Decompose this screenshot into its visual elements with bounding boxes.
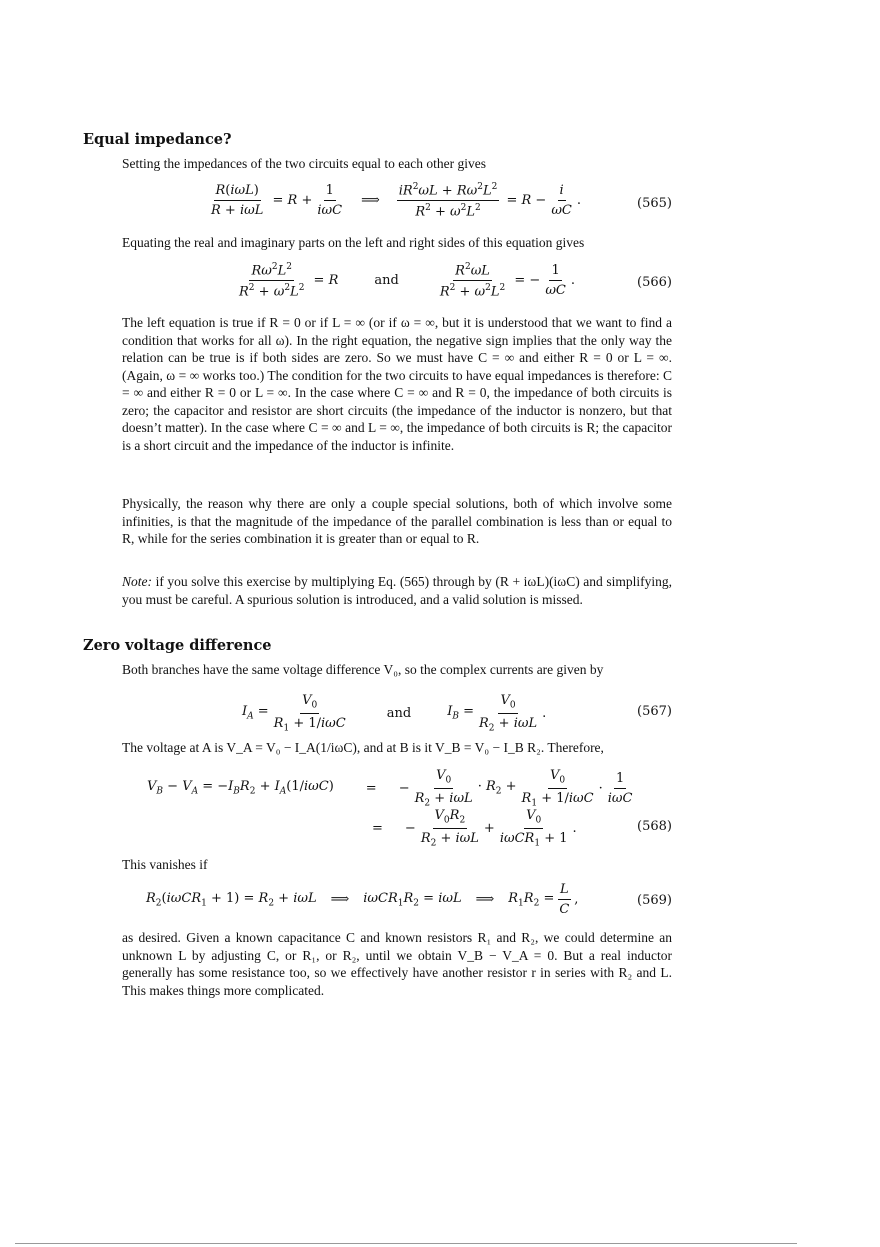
equation-number-565: (565) (637, 196, 672, 211)
equating-paragraph: Equating the real and imaginary parts on the left and right sides of this equation gives (122, 235, 585, 250)
and-word-566: and (374, 273, 399, 289)
equation-number-566: (566) (637, 275, 672, 290)
equation-567: $I_A$ = $\frac{V_0}{R_1 + 1/i\omega C}$ and $I_B$ = $\frac{V_0}{R_2 + i\omega L}$ . (567) (242, 693, 672, 734)
equation-568: $V_B - V_A = -I_BR_2 + I_A(1/i\omega C)$ = − $\frac{V_0}{R_2 + i\omega L}$ · $R_2$ + $\frac{V_0}{R_1 + 1/i\omega C}$ · $\frac{1}{\text{iωC}}$ = − $\frac{V_0R_2}{R_2 + i\omega L}$ + $\frac{V_0}{i\omega CR_1 + 1}$ . (568) (147, 768, 672, 849)
equation-number-568: (568) (637, 819, 672, 834)
note-paragraph (122, 573, 672, 608)
equation-569: $R_2(i\omega CR_1 + 1) = R_2 + i\omega L$ ⟹ $i\omega CR_1R_2 = i\omega L$ ⟹ $R_1R_2$ = $\frac{L}{C}$ , (569) (146, 882, 672, 917)
and-word-567: and (386, 705, 412, 721)
note-label: Note: (122, 574, 152, 589)
conclusion-paragraph: as desired. Given a known capacitance C and known resistors R₁ and R₂, we could determine an unknown L by adjusting C, or R₁, or R₂, until we obtain V_B − V_A = 0. But a real inductor generally has some resistance too, so we effectively have another resistor r in series with R₂ and L. This makes things more complicated. (122, 930, 672, 998)
equation-565: $\frac{\text{R(iωL)}}{\text{R + iωL}}$ = R + $\frac{1}{\text{iωC}}$ ⟹ $\frac{iR^2\omega L + R\omega^2L^2}{R^2 + \omega^2L^2}$ = R − $\frac{i}{\omega C}$ . (565) (211, 182, 672, 220)
intro-paragraph: Setting the impedances of the two circuits equal to each other gives (122, 156, 487, 171)
note-text: if you solve this exercise by multiplying Eq. (565) through by (R + iωL)(iωC) and simplifying, you must be careful. A spurious solution is introduced, and a valid solution is missed. (122, 574, 672, 607)
left-equation-paragraph: The left equation is true if R = 0 or if L = ∞ (or if ω = ∞, but it is understood that we want to find a condition that works for all ω). In the right equation, the negative sign implies that the only way the relation can be true is if both sides are zero. So we must have C = ∞ and either R = 0 or L = ∞. (Again, ω = ∞ works too.) The condition for the two circuits to have equal impedances is therefore: C = ∞ and either R = 0 or L = ∞. In the case where C = ∞ and R = 0, the impedance of both circuits is zero; the capacitor and resistor are short circuits (the impedance of the inductor is nonzero, but that doesn’t matter). In the case where C = ∞ and L = ∞, the impedance of both circuits is R; the capacitor is a short circuit and the impedance of the inductor is infinite. (122, 315, 672, 453)
section-title-equal-impedance: Equal impedance? (83, 131, 232, 148)
voltage-paragraph: The voltage at A is V_A = V₀ − I_A(1/iωC), and at B is it V_B = V₀ − I_B R₂. Therefore, (122, 740, 604, 755)
physically-paragraph: Physically, the reason why there are only a couple special solutions, both of which involve some infinities, is that the magnitude of the impedance of the parallel combination is less than or equal to R, while for the series combination it is greater than or equal to R. (122, 496, 672, 546)
footer-rule (15, 1243, 797, 1244)
section-title-zero-voltage: Zero voltage difference (83, 637, 272, 654)
vanishes-paragraph: This vanishes if (122, 857, 208, 872)
equation-566: $\frac{R\omega^2L^2}{R^2 + \omega^2L^2}$ = R and $\frac{R^2\omega L}{R^2 + \omega^2L^2}$ = − $\frac{1}{\omega C}$ . (566) (239, 262, 672, 300)
branches-paragraph: Both branches have the same voltage difference V₀, so the complex currents are given by (122, 662, 604, 677)
equation-number-567: (567) (637, 704, 672, 719)
equation-number-569: (569) (637, 893, 672, 908)
